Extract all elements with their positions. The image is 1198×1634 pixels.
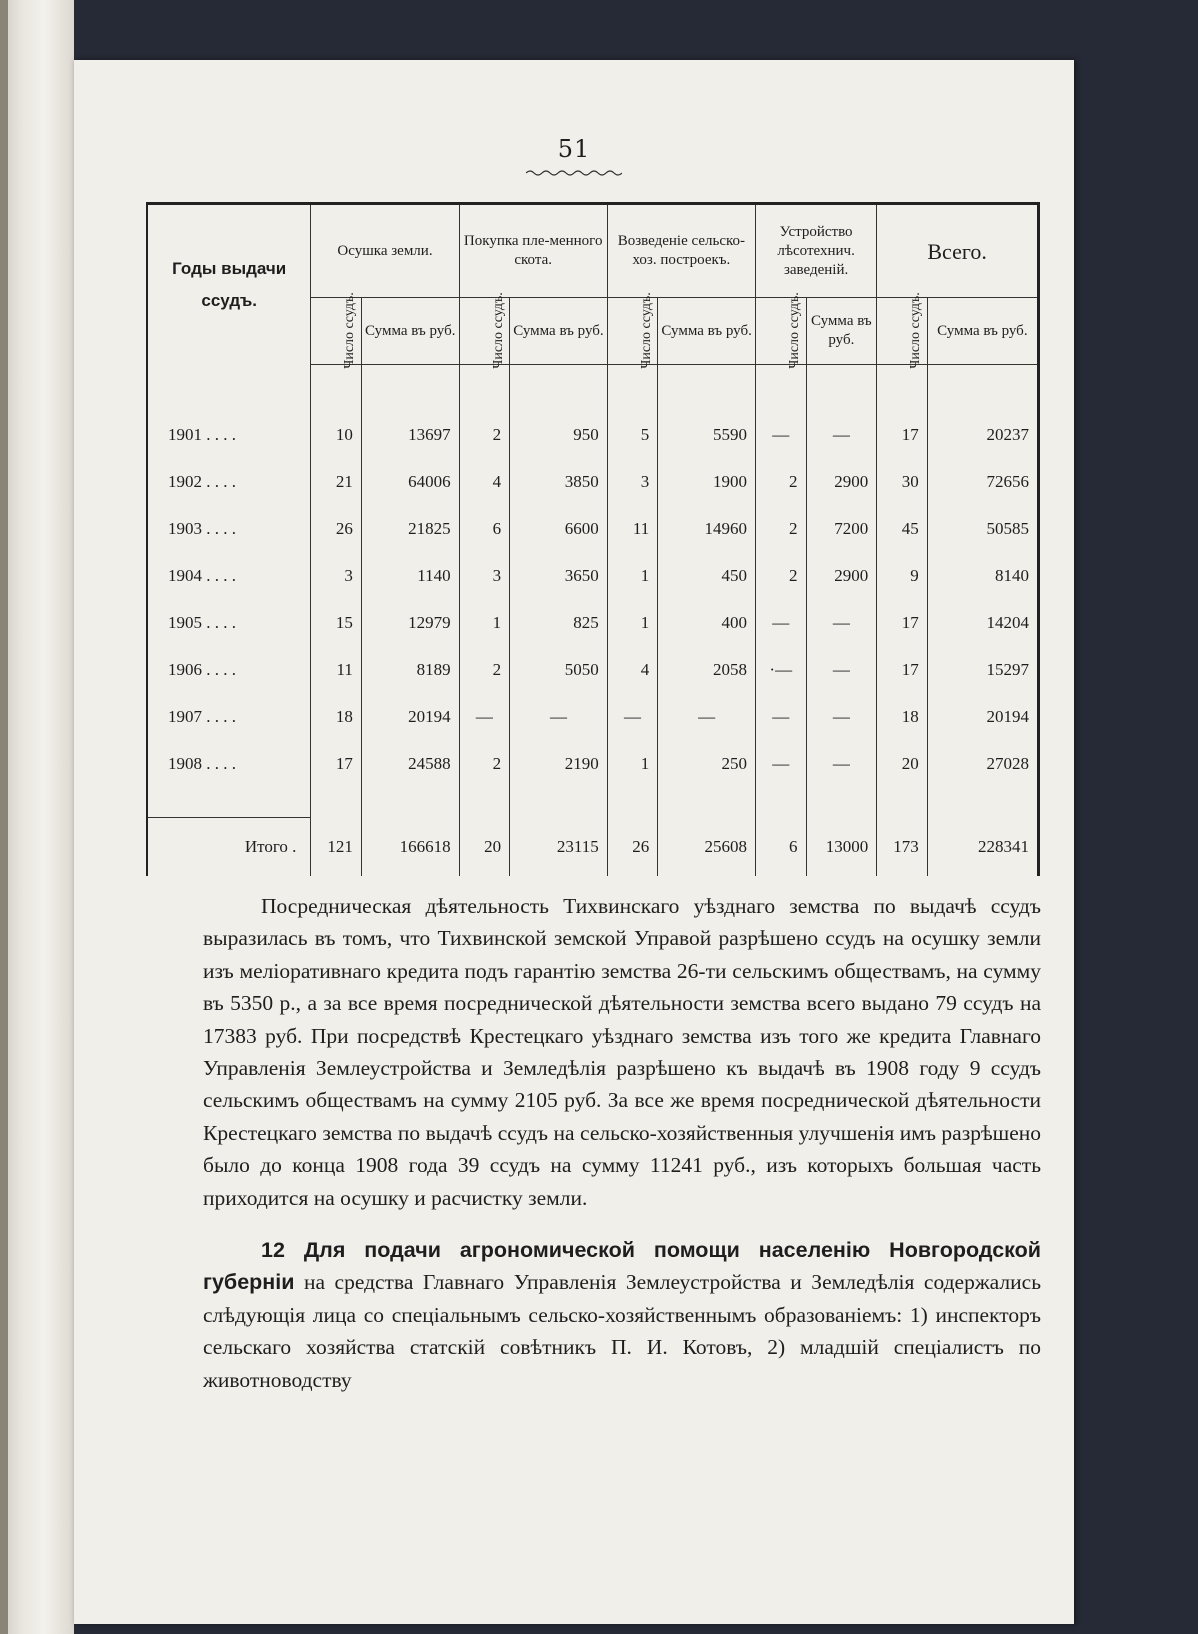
group-header-drainage: Осушка земли. xyxy=(311,204,459,298)
value-cell: 2900 xyxy=(806,458,877,505)
value-cell: 10 xyxy=(311,411,362,458)
value-cell: 21825 xyxy=(361,505,459,552)
value-cell: — xyxy=(510,693,608,740)
value-cell: 24588 xyxy=(361,740,459,787)
spacer-cell xyxy=(459,788,510,818)
total-label: Итого . xyxy=(147,818,311,876)
group-header-forestry: Устройство лѣсотехнич. заведеній. xyxy=(755,204,876,298)
value-cell: 20237 xyxy=(927,411,1038,458)
total-cell: 25608 xyxy=(658,818,756,876)
value-cell: 1 xyxy=(607,599,658,646)
value-cell: — xyxy=(658,693,756,740)
spacer-cell xyxy=(147,788,311,818)
year-cell: 1904 . . . . xyxy=(168,565,236,585)
spacer-cell xyxy=(658,788,756,818)
spacer-cell xyxy=(607,365,658,412)
paragraph-lead-bold: 12 Для подачи агрономической помощи населенію Новгородской губерніи xyxy=(203,1238,1041,1295)
left-page-edge xyxy=(0,0,74,1634)
table-row xyxy=(147,552,1039,599)
count-header: Число ссудъ. xyxy=(607,298,658,365)
value-cell: 18 xyxy=(877,693,928,740)
group-header-total: Всего. xyxy=(877,204,1039,298)
total-cell: 166618 xyxy=(361,818,459,876)
group-header-livestock: Покупка пле-менного скота. xyxy=(459,204,607,298)
spacer-cell xyxy=(806,788,877,818)
sum-header: Сумма въ руб. xyxy=(510,298,608,365)
table-body xyxy=(147,365,1039,877)
count-header: Число ссудъ. xyxy=(311,298,362,365)
year-cell: 1906 . . . . xyxy=(168,659,236,679)
value-cell: — xyxy=(806,646,877,693)
value-cell: 5 xyxy=(607,411,658,458)
value-cell: 13697 xyxy=(361,411,459,458)
value-cell: — xyxy=(806,693,877,740)
value-cell: 11 xyxy=(311,646,362,693)
value-cell: — xyxy=(755,740,806,787)
value-cell: 11 xyxy=(607,505,658,552)
value-cell: 2 xyxy=(755,458,806,505)
value-cell: — xyxy=(806,411,877,458)
year-cell: 1903 . . . . xyxy=(168,518,236,538)
total-row xyxy=(147,818,1039,876)
value-cell: 17 xyxy=(877,411,928,458)
value-cell: 20 xyxy=(877,740,928,787)
value-cell: 6 xyxy=(459,505,510,552)
value-cell: — xyxy=(755,411,806,458)
table-row xyxy=(147,740,1039,787)
sum-header: Сумма въ руб. xyxy=(658,298,756,365)
value-cell: 20194 xyxy=(927,693,1038,740)
value-cell: 2190 xyxy=(510,740,608,787)
value-cell: ·— xyxy=(755,646,806,693)
value-cell: 45 xyxy=(877,505,928,552)
total-cell: 6 xyxy=(755,818,806,876)
table-row xyxy=(147,646,1039,693)
value-cell: — xyxy=(607,693,658,740)
value-cell: 8140 xyxy=(927,552,1038,599)
table-row xyxy=(147,599,1039,646)
total-cell: 20 xyxy=(459,818,510,876)
spacer-cell xyxy=(510,365,608,412)
value-cell: 250 xyxy=(658,740,756,787)
total-cell: 173 xyxy=(877,818,928,876)
page-number: 51 xyxy=(557,135,591,163)
value-cell: 64006 xyxy=(361,458,459,505)
value-cell: — xyxy=(459,693,510,740)
value-cell: 1900 xyxy=(658,458,756,505)
value-cell: 825 xyxy=(510,599,608,646)
value-cell: 5590 xyxy=(658,411,756,458)
spacer-cell xyxy=(755,788,806,818)
spacer-cell xyxy=(361,788,459,818)
value-cell: 3 xyxy=(311,552,362,599)
value-cell: 15297 xyxy=(927,646,1038,693)
value-cell: 3 xyxy=(607,458,658,505)
body-text xyxy=(203,890,1041,1396)
value-cell: 30 xyxy=(877,458,928,505)
value-cell: 14204 xyxy=(927,599,1038,646)
value-cell: 17 xyxy=(311,740,362,787)
table-row xyxy=(147,505,1039,552)
spacer-cell xyxy=(361,365,459,412)
value-cell: 6600 xyxy=(510,505,608,552)
spacer-cell xyxy=(147,365,311,412)
book-page xyxy=(74,60,1074,1624)
spacer-cell xyxy=(311,365,362,412)
spacer-cell xyxy=(658,365,756,412)
page-number-ornament xyxy=(526,169,622,177)
value-cell: 17 xyxy=(877,599,928,646)
table-gap-row xyxy=(147,788,1039,818)
sum-header: Сумма въ руб. xyxy=(806,298,877,365)
value-cell: — xyxy=(806,599,877,646)
value-cell: 72656 xyxy=(927,458,1038,505)
year-cell: 1905 . . . . xyxy=(168,612,236,632)
value-cell: 3850 xyxy=(510,458,608,505)
spacer-cell xyxy=(755,365,806,412)
value-cell: 50585 xyxy=(927,505,1038,552)
value-cell: 12979 xyxy=(361,599,459,646)
table-row xyxy=(147,411,1039,458)
value-cell: — xyxy=(755,693,806,740)
value-cell: 2 xyxy=(755,552,806,599)
table-row xyxy=(147,458,1039,505)
value-cell: 27028 xyxy=(927,740,1038,787)
value-cell: 400 xyxy=(658,599,756,646)
value-cell: 4 xyxy=(459,458,510,505)
value-cell: — xyxy=(806,740,877,787)
value-cell: 26 xyxy=(311,505,362,552)
value-cell: 2 xyxy=(755,505,806,552)
value-cell: 18 xyxy=(311,693,362,740)
year-cell: 1907 . . . . xyxy=(168,706,236,726)
total-cell: 13000 xyxy=(806,818,877,876)
value-cell: 15 xyxy=(311,599,362,646)
book-spine-edge xyxy=(0,0,8,1634)
value-cell: 7200 xyxy=(806,505,877,552)
value-cell: 17 xyxy=(877,646,928,693)
spacer-cell xyxy=(510,788,608,818)
spacer-cell xyxy=(927,788,1038,818)
spacer-cell xyxy=(459,365,510,412)
value-cell: 3 xyxy=(459,552,510,599)
spacer-cell xyxy=(311,788,362,818)
count-header: Число ссудъ. xyxy=(459,298,510,365)
year-cell: 1902 . . . . xyxy=(168,471,236,491)
value-cell: 4 xyxy=(607,646,658,693)
total-cell: 121 xyxy=(311,818,362,876)
value-cell: 8189 xyxy=(361,646,459,693)
group-header-buildings: Возведеніе сельско-хоз. построекъ. xyxy=(607,204,755,298)
value-cell: 950 xyxy=(510,411,608,458)
year-cell: 1908 . . . . xyxy=(168,753,236,773)
value-cell: 1 xyxy=(607,740,658,787)
spacer-cell xyxy=(877,788,928,818)
value-cell: 9 xyxy=(877,552,928,599)
year-cell: 1901 . . . . xyxy=(168,424,236,444)
value-cell: 2058 xyxy=(658,646,756,693)
value-cell: 2 xyxy=(459,740,510,787)
table-row xyxy=(147,693,1039,740)
value-cell: 3650 xyxy=(510,552,608,599)
sum-header: Сумма въ руб. xyxy=(927,298,1038,365)
spacer-cell xyxy=(806,365,877,412)
value-cell: 450 xyxy=(658,552,756,599)
table-spacer-row xyxy=(147,365,1039,412)
paragraph-agronomic-help xyxy=(203,1234,1041,1396)
total-cell: 228341 xyxy=(927,818,1038,876)
value-cell: 1 xyxy=(459,599,510,646)
value-cell: 21 xyxy=(311,458,362,505)
loans-table xyxy=(146,202,1040,876)
sum-header: Сумма въ руб. xyxy=(361,298,459,365)
total-cell: 23115 xyxy=(510,818,608,876)
value-cell: 5050 xyxy=(510,646,608,693)
spacer-cell xyxy=(877,365,928,412)
spacer-cell xyxy=(927,365,1038,412)
years-header: Годы выдачи ссудъ. xyxy=(172,258,287,310)
count-header: Число ссудъ. xyxy=(877,298,928,365)
value-cell: 14960 xyxy=(658,505,756,552)
value-cell: 20194 xyxy=(361,693,459,740)
value-cell: 1 xyxy=(607,552,658,599)
value-cell: 2 xyxy=(459,411,510,458)
total-cell: 26 xyxy=(607,818,658,876)
paragraph-intermediary-activity: Посредническая дѣятельность Тихвинскаго уѣзднаго земства по выдачѣ ссудъ выразилась въ томъ, что Тихвинской земской Управой разрѣшено ссудъ на осушку земли изъ меліоративнаго кредита подъ гарантію земства 26-ти сельскимъ обществамъ, на сумму въ 5350 р., а за все время посреднической дѣятельности земства всего выдано 79 ссудъ на 17383 руб. При посредствѣ Крестецкаго уѣзднаго земства изъ того же кредита Главнаго Управленія Землеустройства и Земледѣлія разрѣшено къ выдачѣ въ 1908 году 9 ссудъ сельскимъ обществамъ на сумму 2105 руб. За все же время посреднической дѣятельности Крестецкаго земства по выдачѣ ссудъ на сельско-хозяйственныя улучшенія имъ разрѣшено было до конца 1908 года 39 ссудъ на сумму 11241 руб., изъ которыхъ большая часть приходится на осушку и расчистку земли. xyxy=(203,894,1041,1210)
value-cell: — xyxy=(755,599,806,646)
count-header: Число ссудъ. xyxy=(755,298,806,365)
value-cell: 2900 xyxy=(806,552,877,599)
value-cell: 2 xyxy=(459,646,510,693)
paragraph-rest: на средства Главнаго Управленія Землеустройства и Земледѣлія содержались слѣдующія лица со спеціальнымъ сельско-хозяйственнымъ образованіемъ: 1) инспекторъ сельскаго хозяйства статскій совѣтникъ П. И. Котовъ, 2) младшій спеціалистъ по животноводству xyxy=(203,1270,1041,1392)
spacer-cell xyxy=(607,788,658,818)
value-cell: 1140 xyxy=(361,552,459,599)
